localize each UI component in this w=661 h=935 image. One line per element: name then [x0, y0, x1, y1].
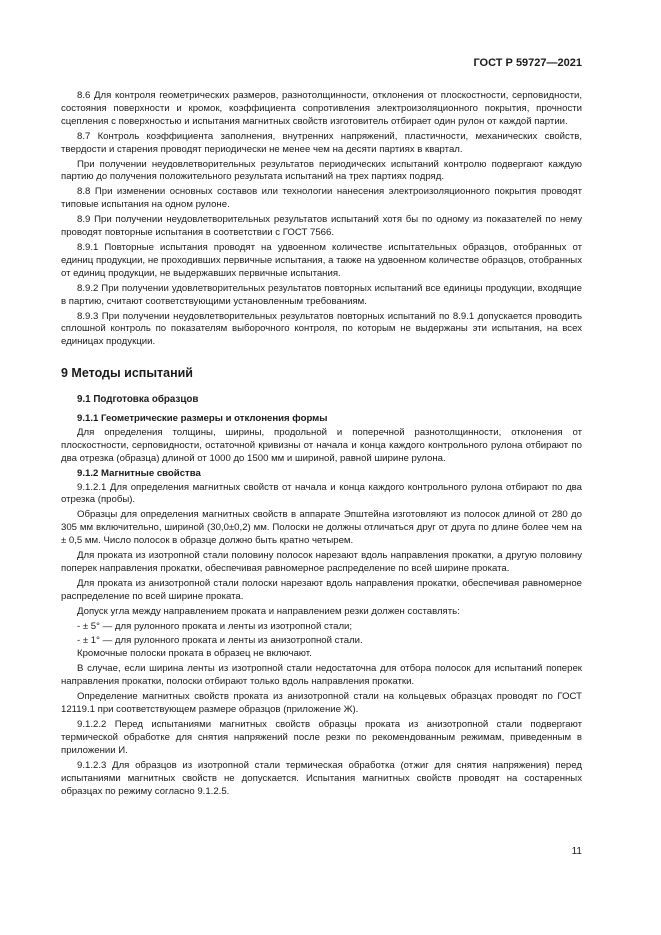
- paragraph: 8.6 Для контроля геометрических размеров, разнотолщинности, отклонения от плоскостности, серповидности, состояния поверхности и кромок, коэффициента сопротивления электроизоляционного покрытия, прочности сцепления с поверхностью и испытания магнитных свойств изготовитель отбирает один рулон от каждой партии.: [61, 90, 582, 127]
- document-header: ГОСТ Р 59727—2021: [473, 57, 582, 69]
- paragraph: 9.1.2.1 Для определения магнитных свойств от начала и конца каждого контрольного рулона отбирают по два отрезка (пробы).: [61, 481, 582, 506]
- subsection-heading: 9.1.2 Магнитные свойства: [77, 467, 201, 479]
- list-item: - ± 5° — для рулонного проката и ленты из изотропной стали;: [77, 620, 353, 632]
- paragraph: 8.9 При получении неудовлетворительных результатов испытаний хотя бы по одному из показателей по нему проводят повторные испытания в соответствии с ГОСТ 7566.: [61, 214, 582, 239]
- paragraph: 8.9.3 При получении неудовлетворительных результатов повторных испытаний по 8.9.1 допускается проводить сплошной контроль по показателям выборочного контроля, по которым не выдержаны эти испытания, на всех единицах продукции.: [61, 310, 582, 348]
- paragraph: 9.1.2.2 Перед испытаниями магнитных свойств образцы проката из анизотропной стали подвергают термической обработке для снятия напряжений после резки по рекомендованным режимам, приведенным в приложении И.: [61, 718, 582, 756]
- page-number: 11: [571, 846, 582, 857]
- subsection-heading: 9.1.1 Геометрические размеры и отклонения формы: [77, 413, 328, 425]
- list-item: - ± 1° — для рулонного проката и ленты из анизотропной стали.: [77, 634, 363, 646]
- section-heading: 9 Методы испытаний: [61, 366, 193, 381]
- paragraph: Для определения толщины, ширины, продольной и поперечной разнотолщинности, отклонения от плоскостности, серповидности, остаточной кривизны от начала и конца каждого контрольного рулона отбирают по два отрезка (образца) длиной от 1000 до 1500 мм и шириной, равной ширине рулона.: [61, 426, 582, 464]
- paragraph: 8.7 Контроль коэффициента заполнения, внутренних напряжений, пластичности, механических свойств, твердости и старения проводят периодически не менее чем на десяти партиях в квартал.: [61, 130, 582, 155]
- subsection-heading: 9.1 Подготовка образцов: [77, 394, 199, 406]
- paragraph: 8.8 При изменении основных составов или технологии нанесения электроизоляционного покрытия проводят типовые испытания на одном рулоне.: [61, 186, 582, 211]
- paragraph: 8.9.1 Повторные испытания проводят на удвоенном количестве испытательных образцов, отобранных от единиц продукции, не проходивших первичные испытания, а также на удвоенном количестве образцов, отобранных от единиц продукции, не выдержавших первичные испытания.: [61, 241, 582, 279]
- paragraph: Допуск угла между направлением проката и направлением резки должен составлять:: [77, 605, 460, 617]
- paragraph: При получении неудовлетворительных результатов периодических испытаний контролю подвергают каждую партию до получения положительного результата испытаний на трех партиях подряд.: [61, 158, 582, 183]
- paragraph: Определение магнитных свойств проката из анизотропной стали на кольцевых образцах проводят по ГОСТ 12119.1 при соответствующем размере образцов (приложение Ж).: [61, 691, 582, 716]
- paragraph: 8.9.2 При получении удовлетворительных результатов повторных испытаний все единицы продукции, входящие в партию, считают соответствующими установленным требованиям.: [61, 282, 582, 307]
- paragraph: Кромочные полоски проката в образец не включают.: [77, 648, 312, 660]
- paragraph: 9.1.2.3 Для образцов из изотропной стали термическая обработка (отжиг для снятия напряжения) перед испытаниями магнитных свойств не допускается. Испытания магнитных свойств проводят на состаренных образцах по режиму согласно 9.1.2.5.: [61, 759, 582, 797]
- paragraph: Для проката из изотропной стали половину полосок нарезают вдоль направления прокатки, а другую половину поперек направления прокатки, обеспечивая равномерное распределение по всей ширине проката.: [61, 550, 582, 574]
- paragraph: Образцы для определения магнитных свойств в аппарате Эпштейна изготовляют из полосок длиной от 280 до 305 мм включительно, шириной (30,0±0,2) мм. Полоски не должны отличаться друг от друга по длине более чем на ± 0,5 мм. Число полосок в образце должно быть кратно четырем.: [61, 509, 582, 547]
- document-body: [61, 90, 582, 800]
- paragraph: В случае, если ширина ленты из изотропной стали недостаточна для отбора полосок для испытаний поперек направления прокатки, полоски отбирают только вдоль направления прокатки.: [61, 663, 582, 688]
- paragraph: Для проката из анизотропной стали полоски нарезают вдоль направления прокатки, обеспечивая равномерное распределение по всей ширине проката.: [61, 577, 582, 602]
